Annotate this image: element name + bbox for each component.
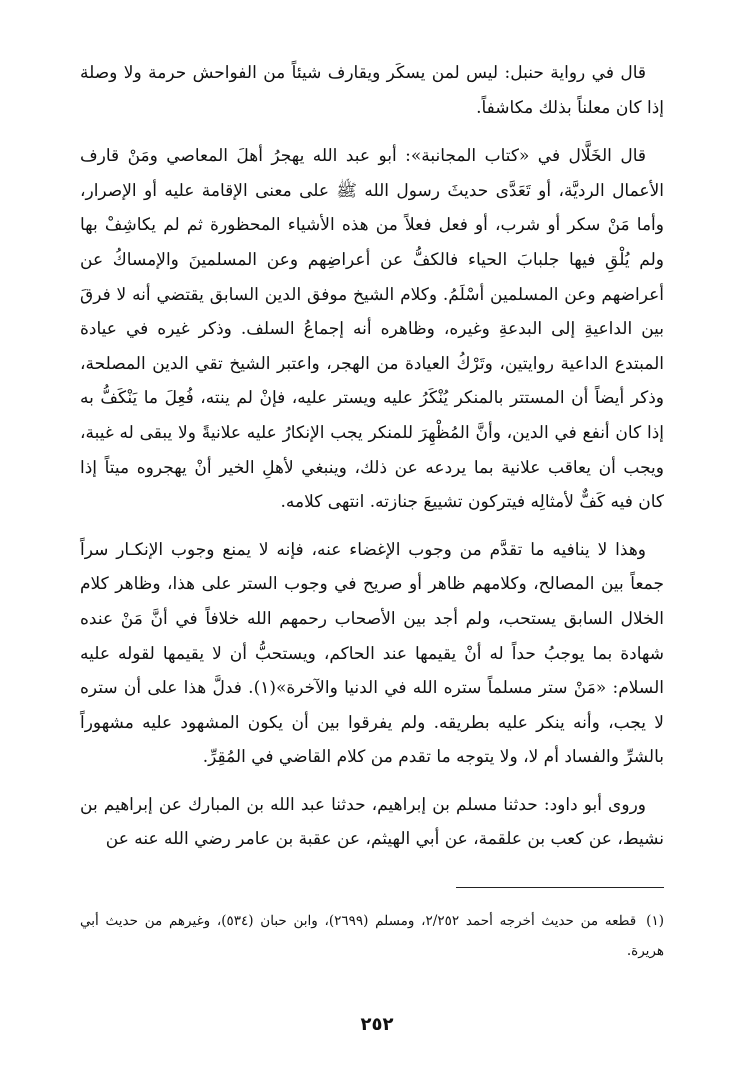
footnote-text: قطعه من حديث أخرجه أحمد ٢/٢٥٢، ومسلم (٢٦٩٩)، وابن حبان (٥٣٤)، وغيرهم من حديث أبي هريرة. (80, 913, 664, 959)
paragraph-3: وهذا لا ينافيه ما تقدَّم من وجوب الإغضاء عنه، فإنه لا يمنع وجوب الإنكـار سراً جمعاً بين المصالح، وكلامهم ظاهر أو صريح في وجوب الستر على هذا، وظاهر كلام الخلال السابق يستحب، ولم أجد بين الأصحاب رحمهم الله خلافاً في أنَّ مَنْ عنده شهادة بما يوجبُ حداً له أنْ يقيمها عند الحاكم، ويستحبُّ أن لا يقيمها لقوله عليه السلام: «مَنْ ستر مسلماً ستره الله في الدنيا والآخرة»(١). فدلَّ هذا على أن ستره لا يجب، وأنه ينكر عليه بطريقه. ولم يفرقوا بين أن يكون المشهود عليه مشهوراً بالشرِّ والفساد أم لا، ولا يتوجه ما تقدم من كلام القاضي في المُقِرِّ. (80, 539, 664, 768)
paragraph-1: قال في رواية حنبل: ليس لمن يسكَر ويقارف شيئاً من الفواحش حرمة ولا وصلة إذا كان معلناً بذلك مكاشفاً. (80, 63, 664, 118)
footnote-divider (456, 887, 664, 888)
footnote (80, 906, 664, 966)
page-number: ٢٥٢ (360, 1014, 394, 1035)
page-body (80, 56, 664, 870)
footnote-marker: (١) (646, 913, 664, 929)
paragraph-2: قال الخَلَّال في «كتاب المجانبة»: أبو عبد الله يهجرُ أهلَ المعاصي ومَنْ قارف الأعمال الرديَّة، أو تَعَدَّى حديثَ رسول الله ﷺ على معنى الإقامة عليه أو الإصرار، وأما مَنْ سكر أو شرب، أو فعل فعلاً من هذه الأشياء المحظورة ثم لم يكاشِفْ بها ولم يُلْقِ فيها جلبابَ الحياء فالكفُّ عن أعراضِهم وعن المسلمينَ والإمساكُ عن أعراضهم وعن المسلمين أسْلَمُ. وكلام الشيخ موفق الدين السابق يقتضي أنه لا فرقَ بين الداعيةِ إلى البدعةِ وغيره، وظاهره أنه إجماعُ السلف. وذكر غيره في عيادة المبتدع الداعية روايتين، وتَرْكُ العيادة من الهجر، واعتبر الشيخ تقي الدين المصلحة، وذكر أيضاً أن المستتر بالمنكر يُنْكَرُ عليه ويستر عليه، فإنْ لم ينته، فُعِلَ ما يَنْكَفُّ به إذا كان أنفع في الدين، وأنَّ المُظْهِرَ للمنكر يجب الإنكارُ عليه علانيةً ولا يبقى له غيبة، ويجب أن يعاقب علانية بما يردعه عن ذلك، وينبغي لأهلِ الخير أنْ يهجروه ميتاً إذا كان فيه كَفٌّ لأمثالِه فيتركون تشييعَ جنازته. انتهى كلامه. (80, 146, 664, 513)
paragraph-4: وروى أبو داود: حدثنا مسلم بن إبراهيم، حدثنا عبد الله بن المبارك عن إبراهيم بن نشيط، عن كعب بن علقمة، عن أبي الهيثم، عن عقبة بن عامر رضي الله عنه عن (80, 794, 664, 850)
